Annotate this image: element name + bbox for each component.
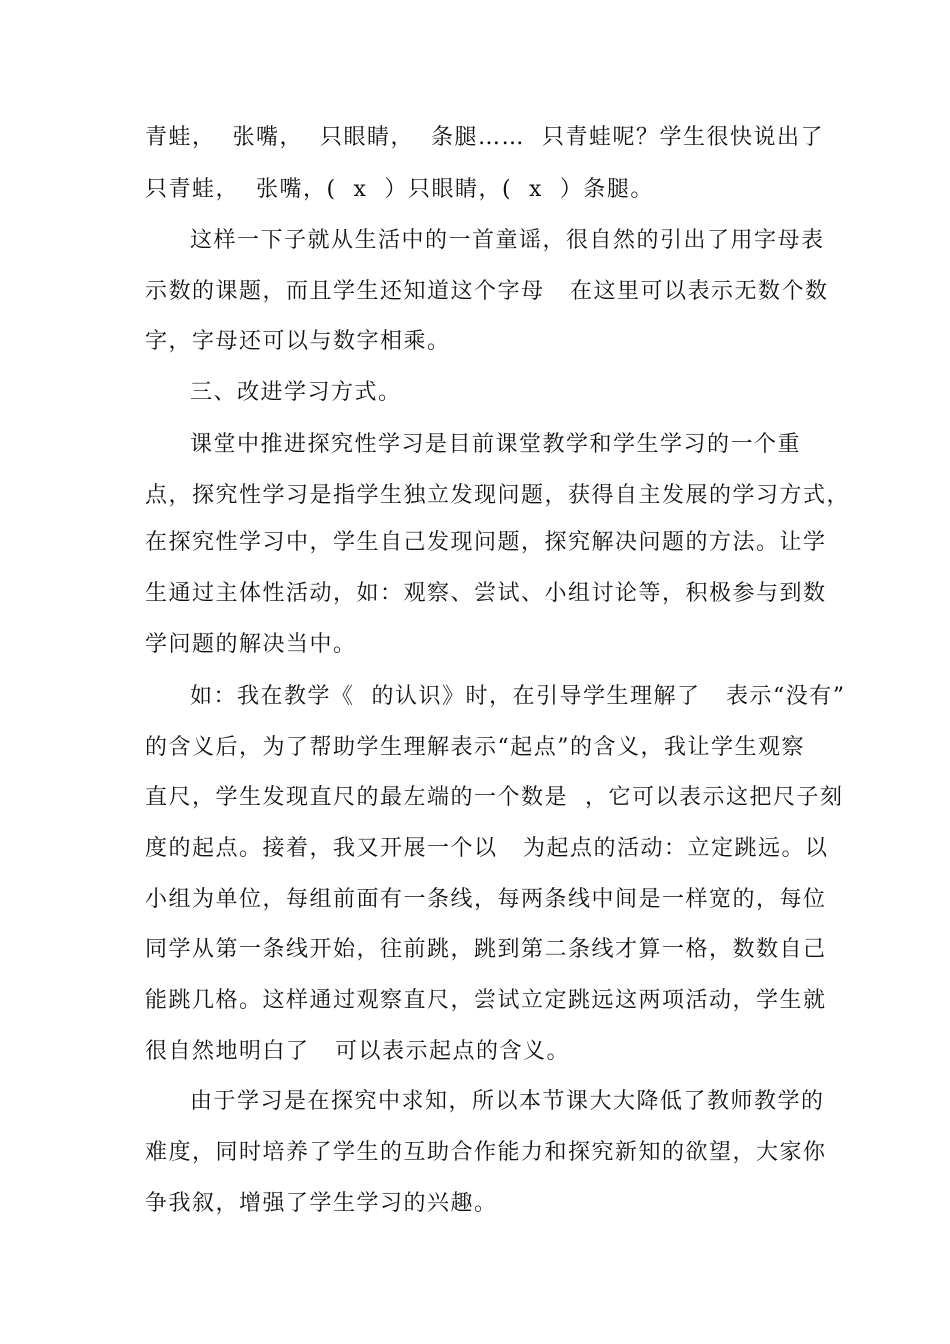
text-line: 点，探究性学习是指学生独立发现问题，获得自主发展的学习方式，: [145, 483, 851, 508]
text-line: 的含义后，为了帮助学生理解表示“起点”的含义，我让学生观察: [145, 735, 805, 760]
text-line: 在探究性学习中，学生自己发现问题，探究解决问题的方法。让学: [145, 530, 827, 555]
text-line: 难度，同时培养了学生的互助合作能力和探究新知的欲望，大家你: [145, 1140, 827, 1165]
paragraph-start: 由于学习是在探究中求知，所以本节课大大降低了教师教学的: [190, 1089, 825, 1114]
text-line: 能跳几格。这样通过观察直尺，尝试立定跳远这两项活动，学生就: [145, 988, 827, 1013]
text-line: 青蛙， 张嘴， 只眼睛， 条腿…… 只青蛙呢？学生很快说出了: [145, 125, 824, 150]
paragraph-start: 如：我在教学《 的认识》时，在引导学生理解了 表示“没有”: [190, 684, 846, 709]
paragraph-start: 课堂中推进探究性学习是目前课堂教学和学生学习的一个重: [190, 432, 802, 457]
text-line: 示数的课题，而且学生还知道这个字母 在这里可以表示无数个数: [145, 279, 829, 304]
text-line: 字，字母还可以与数字相乘。: [145, 329, 451, 354]
text-line: 同学从第一条线开始，往前跳，跳到第二条线才算一格，数数自己: [145, 937, 827, 962]
text-line: 度的起点。接着，我又开展一个以 为起点的活动：立定跳远。以: [145, 836, 829, 861]
text-line: 只青蛙， 张嘴，( x ）只眼睛，( x ）条腿。: [145, 177, 654, 202]
text-line: 生通过主体性活动，如：观察、尝试、小组讨论等，积极参与到数: [145, 581, 827, 606]
text-line: 争我叙，增强了学生学习的兴趣。: [145, 1191, 498, 1216]
section-heading: 三、改进学习方式。: [190, 380, 402, 405]
text-line: 很自然地明白了 可以表示起点的含义。: [145, 1039, 570, 1064]
text-line: 直尺，学生发现直尺的最左端的一个数是 ，它可以表示这把尺子刻: [145, 785, 844, 810]
paragraph-start: 这样一下子就从生活中的一首童谣，很自然的引出了用字母表: [190, 228, 825, 253]
text-line: 小组为单位，每组前面有一条线，每两条线中间是一样宽的，每位: [145, 887, 827, 912]
text-line: 学问题的解决当中。: [145, 632, 357, 657]
